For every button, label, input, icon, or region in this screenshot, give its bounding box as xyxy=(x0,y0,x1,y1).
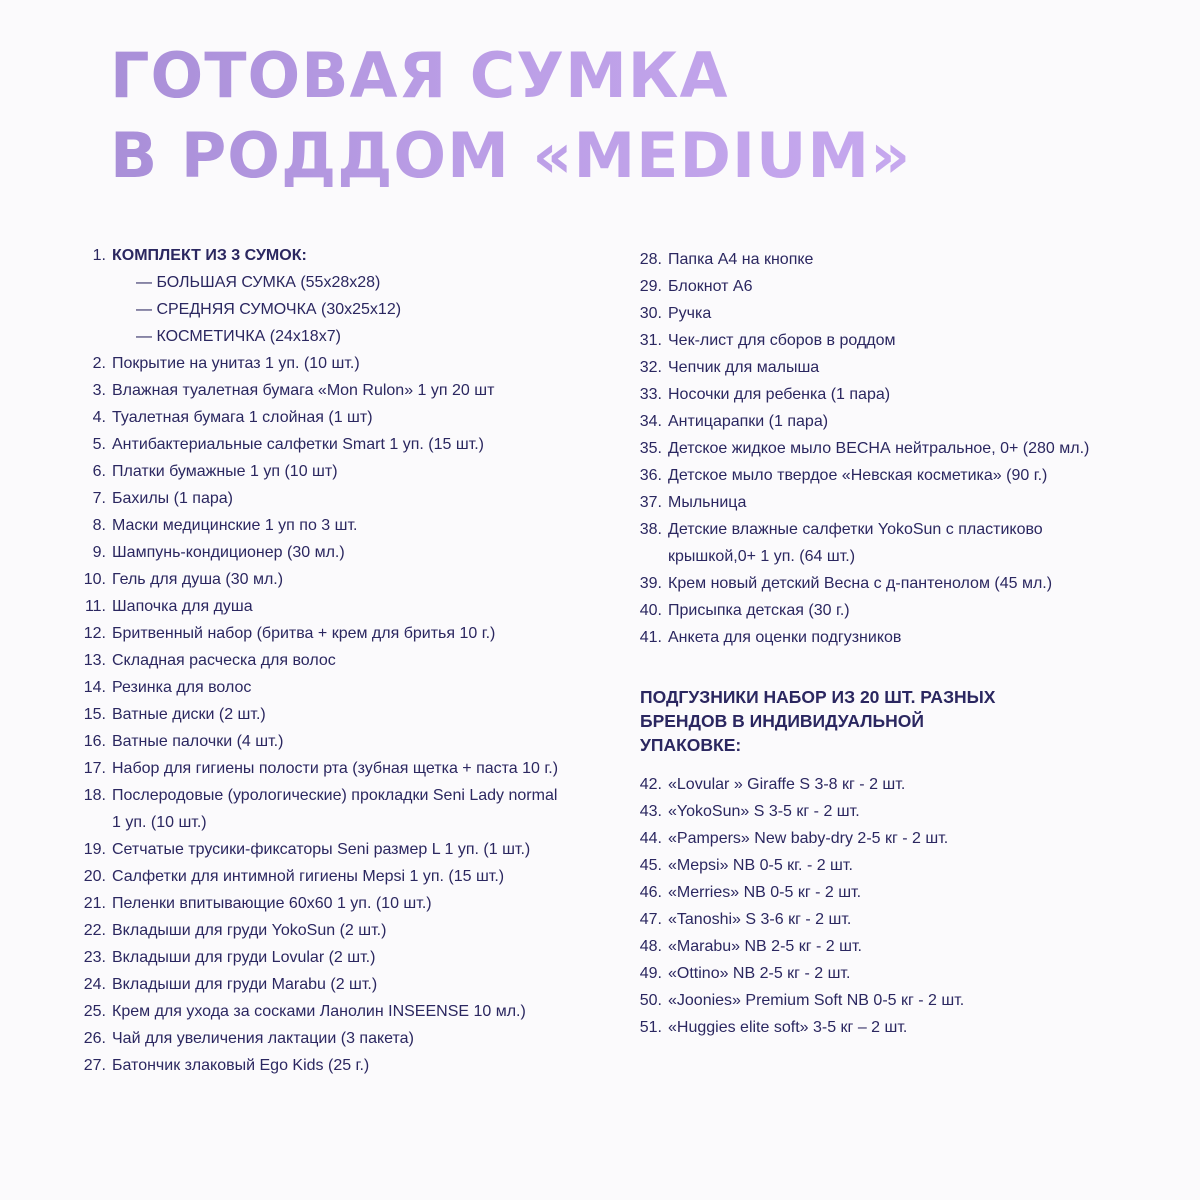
list-item xyxy=(628,825,1188,852)
item-number: 48. xyxy=(639,938,662,955)
item-number: 5. xyxy=(92,436,106,453)
item-number: 1. xyxy=(92,247,106,264)
item-text: Послеродовые (урологические) прокладки Seni Lady normal xyxy=(112,787,558,804)
item-number: 4. xyxy=(92,409,106,426)
item-number: 16. xyxy=(83,733,106,750)
item-text: Блокнот А6 xyxy=(668,278,753,295)
item-number: 8. xyxy=(92,517,106,534)
sub-item: — СРЕДНЯЯ СУМОЧКА (30x25x12) xyxy=(136,301,402,318)
item-number: 46. xyxy=(639,884,662,901)
item-text: Крем для ухода за сосками Ланолин INSEENSE 10 мл.) xyxy=(112,1003,526,1020)
list-item xyxy=(628,300,1188,327)
list-item xyxy=(72,674,612,701)
list-item xyxy=(628,1014,1188,1041)
list-item xyxy=(628,246,1188,273)
item-number: 41. xyxy=(639,629,662,646)
item-text: «Tanoshi» S 3-6 кг - 2 шт. xyxy=(668,911,852,928)
sub-item: — БОЛЬШАЯ СУМКА (55x28x28) xyxy=(136,274,381,291)
item-text: Шампунь-кондиционер (30 мл.) xyxy=(112,544,345,561)
item-text-continued: крышкой,0+ 1 уп. (64 шт.) xyxy=(668,548,856,565)
item-number: 32. xyxy=(639,359,662,376)
list-item xyxy=(72,647,612,674)
item-text: «YokoSun» S 3-5 кг - 2 шт. xyxy=(668,803,860,820)
list-item xyxy=(628,597,1188,624)
list-item xyxy=(628,879,1188,906)
list-item xyxy=(628,771,1188,798)
item-number: 38. xyxy=(639,521,662,538)
item-number: 43. xyxy=(639,803,662,820)
list-item xyxy=(72,512,612,539)
item-number: 36. xyxy=(639,467,662,484)
item-text: «Marabu» NB 2-5 кг - 2 шт. xyxy=(668,938,862,955)
heading-line: УПАКОВКЕ: xyxy=(640,735,742,755)
item-number: 29. xyxy=(639,278,662,295)
item-text: Ватные диски (2 шт.) xyxy=(112,706,266,723)
item-number: 45. xyxy=(639,857,662,874)
item-number: 15. xyxy=(83,706,106,723)
item-text: Гель для душа (30 мл.) xyxy=(112,571,284,588)
item-text: Маски медицинские 1 уп по 3 шт. xyxy=(112,517,358,534)
item-number: 6. xyxy=(92,463,106,480)
list-item xyxy=(628,516,1188,570)
list-item xyxy=(628,354,1188,381)
item-text: Крем новый детский Весна с д-пантенолом (45 мл.) xyxy=(668,575,1053,592)
list-item xyxy=(72,701,612,728)
list-item xyxy=(72,485,612,512)
item-text: «Huggies elite soft» 3-5 кг – 2 шт. xyxy=(668,1019,908,1036)
list-item xyxy=(72,566,612,593)
item-number: 26. xyxy=(83,1030,106,1047)
item-text: Детские влажные салфетки YokoSun с пластиково xyxy=(668,521,1043,538)
list-item xyxy=(628,327,1188,354)
item-number: 13. xyxy=(83,652,106,669)
item-number: 40. xyxy=(639,602,662,619)
title-line-2: В РОДДОМ «MEDIUM» xyxy=(110,119,912,192)
item-number: 24. xyxy=(83,976,106,993)
item-text: Папка А4 на кнопке xyxy=(668,251,814,268)
list-item xyxy=(72,242,612,269)
item-text: Мыльница xyxy=(668,494,747,511)
list-item xyxy=(72,404,612,431)
list-item xyxy=(72,1025,612,1052)
sub-item: — КОСМЕТИЧКА (24x18x7) xyxy=(136,328,341,345)
item-number: 28. xyxy=(639,251,662,268)
item-text: Ватные палочки (4 шт.) xyxy=(112,733,284,750)
item-text: Антицарапки (1 пара) xyxy=(668,413,829,430)
diapers-section-heading xyxy=(640,685,1060,757)
list-item xyxy=(628,798,1188,825)
item-number: 33. xyxy=(639,386,662,403)
list-item xyxy=(628,987,1188,1014)
left-item-list xyxy=(72,242,612,1079)
item-text: Бритвенный набор (бритва + крем для бритья 10 г.) xyxy=(112,625,496,642)
list-item xyxy=(72,728,612,755)
item-number: 2. xyxy=(92,355,106,372)
item-text: Шапочка для душа xyxy=(112,598,253,615)
item-text: Детское жидкое мыло ВЕСНА нейтральное, 0+ (280 мл.) xyxy=(668,440,1090,457)
item-text: Антибактериальные салфетки Smart 1 уп. (15 шт.) xyxy=(112,436,485,453)
item-number: 47. xyxy=(639,911,662,928)
item-number: 35. xyxy=(639,440,662,457)
list-item xyxy=(72,836,612,863)
item-text: Сетчатые трусики-фиксаторы Seni размер L 1 уп. (1 шт.) xyxy=(112,841,531,858)
list-item xyxy=(628,273,1188,300)
list-item xyxy=(72,539,612,566)
list-item xyxy=(72,890,612,917)
item-number: 49. xyxy=(639,965,662,982)
list-item xyxy=(628,624,1188,651)
heading-line: ПОДГУЗНИКИ НАБОР ИЗ 20 ШТ. РАЗНЫХ xyxy=(640,687,996,707)
item-number: 17. xyxy=(83,760,106,777)
item-number: 50. xyxy=(639,992,662,1009)
list-item xyxy=(628,570,1188,597)
right-item-list xyxy=(628,246,1188,651)
heading-line: БРЕНДОВ В ИНДИВИДУАЛЬНОЙ xyxy=(640,711,924,731)
item-text: Чепчик для малыша xyxy=(668,359,820,376)
item-text: Резинка для волос xyxy=(112,679,252,696)
item-number: 30. xyxy=(639,305,662,322)
item-number: 34. xyxy=(639,413,662,430)
item-text: Чек-лист для сборов в роддом xyxy=(668,332,896,349)
title-line-1: ГОТОВАЯ СУМКА xyxy=(110,39,729,112)
list-item xyxy=(72,782,612,836)
item-number: 21. xyxy=(83,895,106,912)
item-number: 39. xyxy=(639,575,662,592)
item-number: 14. xyxy=(83,679,106,696)
item-number: 3. xyxy=(92,382,106,399)
item-text: «Pampers» New baby-dry 2-5 кг - 2 шт. xyxy=(668,830,949,847)
item-text: Вкладыши для груди Marabu (2 шт.) xyxy=(112,976,378,993)
item-number: 11. xyxy=(84,598,106,615)
item-text: Носочки для ребенка (1 пара) xyxy=(668,386,891,403)
item-text: Влажная туалетная бумага «Mon Rulon» 1 уп 20 шт xyxy=(112,382,495,399)
item-number: 20. xyxy=(83,868,106,885)
item-text: Бахилы (1 пара) xyxy=(112,490,233,507)
item-text: «Lovular » Giraffe S 3-8 кг - 2 шт. xyxy=(668,776,906,793)
item-number: 42. xyxy=(639,776,662,793)
item-text: Чай для увеличения лактации (3 пакета) xyxy=(112,1030,414,1047)
item-text-continued: 1 уп. (10 шт.) xyxy=(112,814,207,831)
diapers-list xyxy=(628,771,1188,1041)
list-item xyxy=(72,944,612,971)
item-text: Батончик злаковый Ego Kids (25 г.) xyxy=(112,1057,370,1074)
item-number: 37. xyxy=(639,494,662,511)
item-text: «Joonies» Premium Soft NB 0-5 кг - 2 шт. xyxy=(668,992,965,1009)
list-item xyxy=(72,377,612,404)
list-item xyxy=(72,1052,612,1079)
item-number: 7. xyxy=(92,490,106,507)
item-text: Складная расческа для волос xyxy=(112,652,336,669)
item-text: Пеленки впитывающие 60x60 1 уп. (10 шт.) xyxy=(112,895,432,912)
page-title xyxy=(110,36,911,196)
item-text: Детское мыло твердое «Невская косметика» (90 г.) xyxy=(668,467,1048,484)
item-text: Покрытие на унитаз 1 уп. (10 шт.) xyxy=(112,355,360,372)
item-number: 18. xyxy=(83,787,106,804)
item-number: 19. xyxy=(83,841,106,858)
list-item xyxy=(628,906,1188,933)
item-text: «Merries» NB 0-5 кг - 2 шт. xyxy=(668,884,862,901)
list-item xyxy=(628,381,1188,408)
item-number: 23. xyxy=(83,949,106,966)
item-number: 27. xyxy=(83,1057,106,1074)
item-text: Салфетки для интимной гигиены Mepsi 1 уп. (15 шт.) xyxy=(112,868,505,885)
list-item xyxy=(72,431,612,458)
list-item xyxy=(72,971,612,998)
item-number: 25. xyxy=(83,1003,106,1020)
list-item xyxy=(628,435,1188,462)
item-number: 51. xyxy=(639,1019,662,1036)
item-text: Набор для гигиены полости рта (зубная щетка + паста 10 г.) xyxy=(112,760,559,777)
item-number: 10. xyxy=(83,571,106,588)
list-item xyxy=(72,458,612,485)
list-item xyxy=(628,462,1188,489)
item-text: Платки бумажные 1 уп (10 шт) xyxy=(112,463,338,480)
item-text: «Ottino» NB 2-5 кг - 2 шт. xyxy=(668,965,851,982)
list-item xyxy=(72,350,612,377)
item-text: Вкладыши для груди YokoSun (2 шт.) xyxy=(112,922,387,939)
item-text: Присыпка детская (30 г.) xyxy=(668,602,850,619)
item-number: 12. xyxy=(83,625,106,642)
list-item xyxy=(72,593,612,620)
item-text: «Mepsi» NB 0-5 кг. - 2 шт. xyxy=(668,857,853,874)
list-item xyxy=(72,620,612,647)
list-item xyxy=(72,998,612,1025)
list-item xyxy=(628,408,1188,435)
list-item xyxy=(628,960,1188,987)
item-text: Вкладыши для груди Lovular (2 шт.) xyxy=(112,949,376,966)
item-text: Анкета для оценки подгузников xyxy=(668,629,902,646)
list-item xyxy=(628,489,1188,516)
item-text: Ручка xyxy=(668,305,712,322)
list-item xyxy=(72,863,612,890)
item-number: 31. xyxy=(639,332,662,349)
item-number: 9. xyxy=(92,544,106,561)
item-number: 44. xyxy=(639,830,662,847)
list-item xyxy=(72,917,612,944)
list-item xyxy=(628,852,1188,879)
list-item xyxy=(72,755,612,782)
item-text: Туалетная бумага 1 слойная (1 шт) xyxy=(112,409,373,426)
item-text: КОМПЛЕКТ ИЗ 3 СУМОК: xyxy=(112,247,307,264)
item-number: 22. xyxy=(83,922,106,939)
list-item xyxy=(628,933,1188,960)
